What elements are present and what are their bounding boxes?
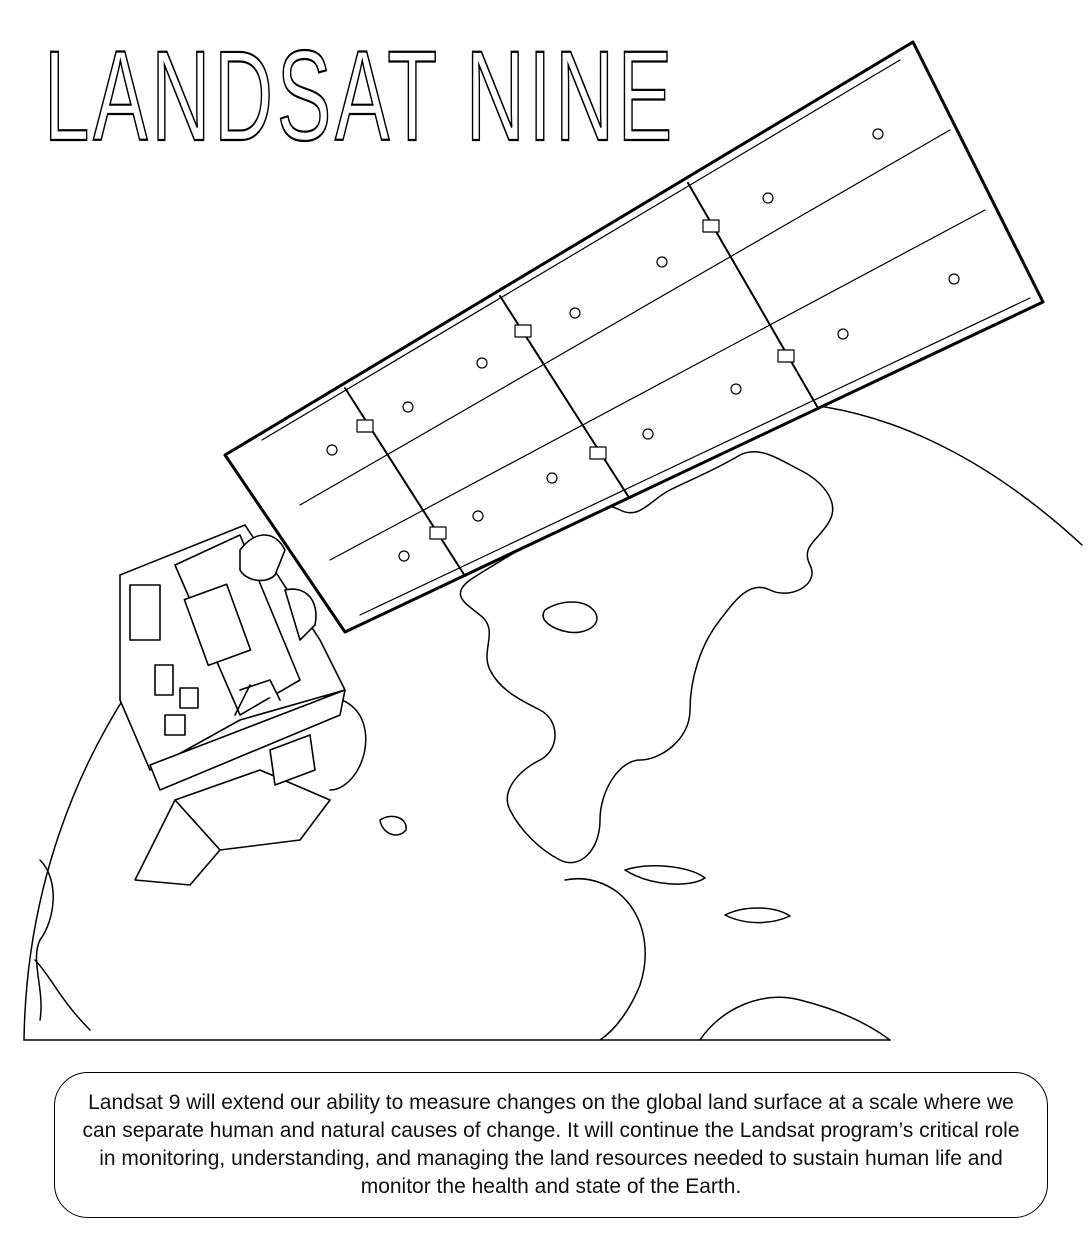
earth-outline-right bbox=[760, 402, 1082, 545]
island-small bbox=[380, 816, 406, 835]
continent-south-america bbox=[565, 879, 645, 1040]
title-svg bbox=[40, 25, 680, 168]
title-container bbox=[40, 25, 680, 168]
coast-west-2 bbox=[35, 960, 90, 1030]
continent-south-east bbox=[700, 997, 890, 1040]
island-cuba bbox=[725, 908, 790, 923]
caption-box bbox=[54, 1072, 1048, 1218]
caption-text: Landsat 9 will extend our ability to measure changes on the global land surface at a scale where we can separate human and natural causes of change. It will continue the Landsat program’s critical role in monitoring, understanding, and managing the land resources needed to sustain human life and monitor the health and state of the Earth. bbox=[82, 1091, 1020, 1198]
page-title: LANDSAT NINE bbox=[44, 25, 676, 168]
island-greenland bbox=[543, 602, 597, 633]
island-caribbean bbox=[625, 866, 705, 884]
